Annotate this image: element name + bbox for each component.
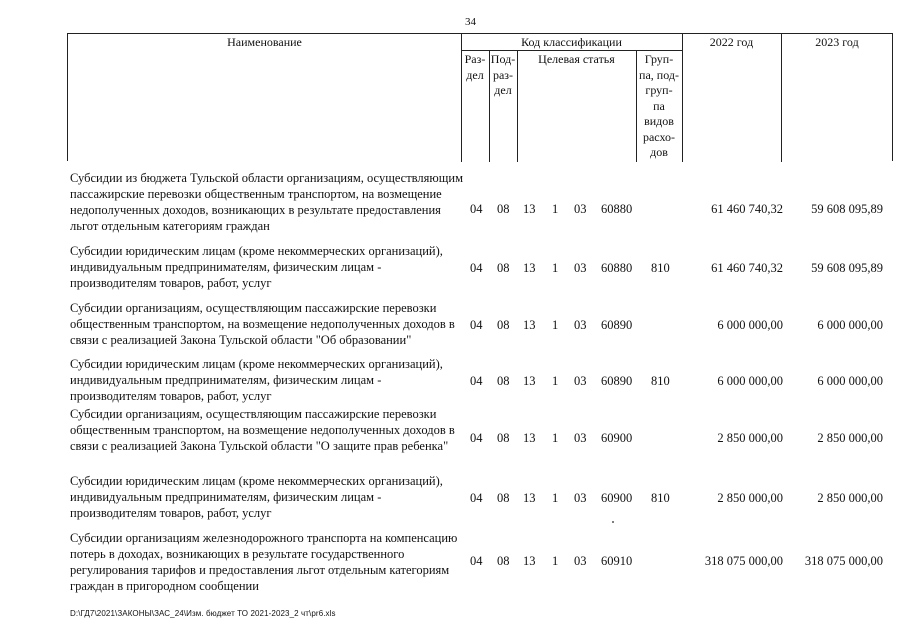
header-podrazdel-line: Под- — [490, 52, 516, 66]
header-podrazdel-line: дел — [494, 83, 512, 97]
header-expense-group — [636, 52, 682, 161]
row-group: 810 — [651, 261, 670, 275]
row-razdel: 04 — [470, 374, 483, 388]
row-subprogram: 1 — [552, 261, 559, 275]
header-podrazdel — [489, 52, 517, 99]
row-subprogram: 1 — [552, 554, 559, 568]
row-measure: 03 — [574, 374, 587, 388]
row-y2022: 61 460 740,32 — [711, 202, 783, 216]
header-expense-group-line: расхо- — [642, 129, 676, 144]
row-program: 13 — [523, 261, 536, 275]
row-subprogram: 1 — [552, 202, 559, 216]
table-row — [0, 243, 905, 293]
table-row — [0, 473, 905, 523]
row-podrazdel: 08 — [497, 261, 510, 275]
row-y2022: 61 460 740,32 — [711, 261, 783, 275]
divider — [781, 34, 782, 162]
row-podrazdel: 08 — [497, 491, 510, 505]
row-podrazdel: 08 — [497, 431, 510, 445]
row-y2022: 2 850 000,00 — [717, 491, 783, 505]
row-razdel: 04 — [470, 554, 483, 568]
header-expense-group-line: Груп- — [644, 52, 674, 66]
header-expense-group-line: па — [653, 98, 665, 113]
divider — [682, 34, 683, 162]
table-row — [0, 406, 905, 472]
row-measure: 03 — [574, 318, 587, 332]
header-razdel — [461, 52, 489, 83]
header-target-article: Целевая статья — [538, 52, 615, 66]
row-y2023: 59 608 095,89 — [811, 202, 883, 216]
table-row — [0, 530, 905, 596]
row-measure: 03 — [574, 261, 587, 275]
row-name: Субсидии юридическим лицам (кроме некоммерческих организаций), индивидуальным предпринимателям, физическим лицам - производителям товаров, работ, услуг — [70, 244, 443, 290]
row-direction: 60910 — [601, 554, 633, 568]
row-subprogram: 1 — [552, 374, 559, 388]
header-name: Наименование — [227, 35, 302, 49]
row-direction: 60880 — [601, 261, 633, 275]
row-y2023: 2 850 000,00 — [817, 491, 883, 505]
row-program: 13 — [523, 202, 536, 216]
row-name: Субсидии юридическим лицам (кроме некоммерческих организаций), индивидуальным предпринимателям, физическим лицам - производителям товаров, работ, услуг — [70, 474, 443, 520]
header-razdel-line: дел — [466, 67, 484, 82]
row-y2023: 318 075 000,00 — [804, 554, 883, 568]
row-podrazdel: 08 — [497, 374, 510, 388]
row-direction: 60900 — [601, 431, 633, 445]
row-measure: 03 — [574, 431, 587, 445]
row-program: 13 — [523, 318, 536, 332]
header-expense-group-line: па, под- — [639, 67, 679, 82]
header-code-group: Код классификации — [521, 35, 622, 49]
row-y2022: 318 075 000,00 — [704, 554, 783, 568]
table-row — [0, 168, 905, 240]
row-direction: 60880 — [601, 202, 633, 216]
row-program: 13 — [523, 374, 536, 388]
row-group: 810 — [651, 374, 670, 388]
header-expense-group-line: видов — [644, 114, 674, 128]
row-program: 13 — [523, 554, 536, 568]
row-podrazdel: 08 — [497, 554, 510, 568]
page-number: 34 — [465, 16, 476, 28]
row-name: Субсидии организациям, осуществляющим пассажирские перевозки общественным транспортом, на возмещение недополученных доходов в связи с реализацией Закона Тульской области "Об образовании" — [70, 301, 455, 347]
row-direction: 60890 — [601, 318, 633, 332]
row-measure: 03 — [574, 202, 587, 216]
row-podrazdel: 08 — [497, 318, 510, 332]
row-measure: 03 — [574, 554, 587, 568]
row-y2023: 6 000 000,00 — [817, 318, 883, 332]
row-y2022: 6 000 000,00 — [717, 318, 783, 332]
scan-speck — [612, 521, 614, 523]
row-program: 13 — [523, 491, 536, 505]
header-razdel-line: Раз- — [464, 52, 486, 66]
row-y2023: 6 000 000,00 — [817, 374, 883, 388]
row-direction: 60890 — [601, 374, 633, 388]
row-y2023: 59 608 095,89 — [811, 261, 883, 275]
row-direction: 60900 — [601, 491, 633, 505]
table-header — [67, 33, 893, 161]
row-razdel: 04 — [470, 431, 483, 445]
row-measure: 03 — [574, 491, 587, 505]
row-subprogram: 1 — [552, 491, 559, 505]
file-path-footer: D:\ГД7\2021\ЗАКОНЫ\ЗАС_24\Изм. бюджет ТО 2021-2023_2 чт\pr6.xls — [70, 609, 336, 618]
row-y2022: 2 850 000,00 — [717, 431, 783, 445]
table-row — [0, 356, 905, 406]
table-row — [0, 300, 905, 350]
row-razdel: 04 — [470, 202, 483, 216]
row-name: Субсидии организациям железнодорожного транспорта на компенсацию потерь в доходах, возникающих в результате государственного регулирования тарифов и предоставления льгот отдельным категориям граждан в пригородном сообщении — [70, 531, 458, 593]
row-name: Субсидии юридическим лицам (кроме некоммерческих организаций), индивидуальным предпринимателям, физическим лицам - производителям товаров, работ, услуг — [70, 357, 443, 403]
row-razdel: 04 — [470, 318, 483, 332]
header-year-2023: 2023 год — [815, 35, 859, 49]
row-group: 810 — [651, 491, 670, 505]
header-podrazdel-line: раз- — [492, 67, 514, 82]
row-y2023: 2 850 000,00 — [817, 431, 883, 445]
header-expense-group-line: дов — [650, 145, 668, 159]
row-name: Субсидии организациям, осуществляющим пассажирские перевозки общественным транспортом, на возмещение недополученных доходов в связи с реализацией Закона Тульской области "О защите прав ребенка" — [70, 407, 455, 453]
header-expense-group-line: груп- — [645, 83, 673, 97]
row-razdel: 04 — [470, 261, 483, 275]
row-name: Субсидии из бюджета Тульской области организациям, осуществляющим пассажирские перевозки общественным транспортом, на возмещение недополученных доходов, возникающих в результате предоставления льгот отдельным категориям граждан — [70, 171, 463, 233]
row-podrazdel: 08 — [497, 202, 510, 216]
row-subprogram: 1 — [552, 318, 559, 332]
row-program: 13 — [523, 431, 536, 445]
row-subprogram: 1 — [552, 431, 559, 445]
header-year-2022: 2022 год — [709, 35, 754, 49]
row-y2022: 6 000 000,00 — [717, 374, 783, 388]
row-razdel: 04 — [470, 491, 483, 505]
